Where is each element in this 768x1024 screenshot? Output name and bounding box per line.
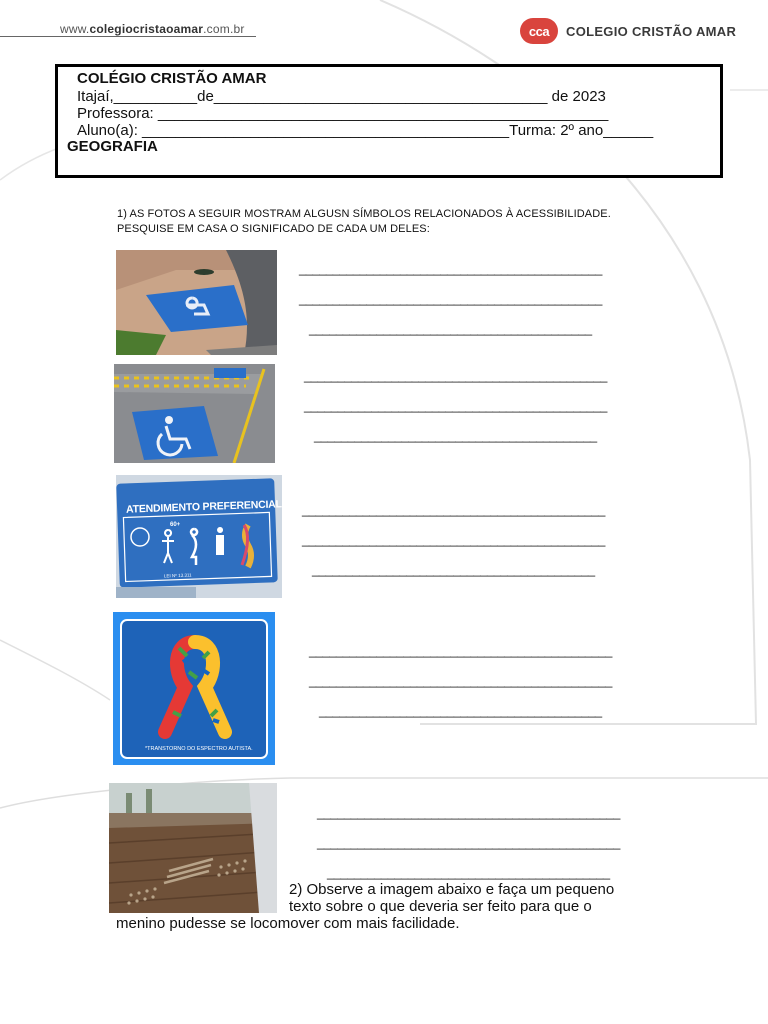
subject-title: GEOGRAFIA [67,138,158,155]
answer-line[interactable]: __________________________________________ [319,703,602,718]
header-rule [0,36,256,37]
answer-line[interactable]: _____________________________________________ [304,368,607,383]
date-field[interactable]: Itajaí,__________de________________________________________ de 2023 [77,88,606,105]
answer-line[interactable]: _____________________________________________ [309,643,612,658]
sign-age: 60+ [170,522,181,528]
school-logo-icon: cca [520,18,558,44]
answer-line[interactable]: __________________________________________ [309,321,592,336]
answer-line[interactable]: __________________________________________ [312,562,595,577]
sign-law: LEI Nº 13.311 [163,572,192,579]
school-name: COLÉGIO CRISTÃO AMAR [77,70,267,87]
school-logo-name: COLEGIO CRISTÃO AMAR [566,24,737,39]
photo-autism-ribbon-sign [113,612,275,765]
site-url[interactable]: www.colegiocristaoamar.com.br [60,22,245,36]
answer-line[interactable]: __________________________________________ [327,865,610,880]
answer-line[interactable]: _____________________________________________ [317,805,620,820]
answer-line[interactable]: _____________________________________________ [299,291,602,306]
answer-line[interactable]: _____________________________________________ [309,673,612,688]
student-info-box [55,64,723,178]
sign-title: ATENDIMENTO PREFERENCIAL [125,498,282,516]
answer-line[interactable]: _____________________________________________ [302,502,605,517]
question-2-text: 2) Observe a imagem abaixo e faça um pequeno texto sobre o que deveria ser feito para que o menino pudesse se locomover com mais facilidade. [116,881,615,932]
autism-caption: *TRANSTORNO DO ESPECTRO AUTISTA. [145,746,253,752]
question-1-text: 1) AS FOTOS A SEGUIR MOSTRAM ALGUSN SÍMBOLOS RELACIONADOS À ACESSIBILIDADE. PESQUISE EM CASA O SIGNIFICADO DE CADA UM DELES: [117,208,611,235]
answer-line[interactable]: _____________________________________________ [317,835,620,850]
photo-accessible-parking [114,364,275,463]
answer-line[interactable]: _____________________________________________ [304,398,607,413]
site-url-name: colegiocristaoamar [89,22,204,36]
answer-line[interactable]: __________________________________________ [314,428,597,443]
answer-line[interactable]: _____________________________________________ [299,261,602,276]
photo-accessible-ramp [116,250,277,355]
photo-priority-service-sign [116,475,282,598]
teacher-field[interactable]: Professora: ______________________________________________________ [77,105,609,122]
student-class-field[interactable]: Aluno(a): ____________________________________________Turma: 2º ano______ [77,122,654,139]
answer-line[interactable]: _____________________________________________ [302,532,605,547]
